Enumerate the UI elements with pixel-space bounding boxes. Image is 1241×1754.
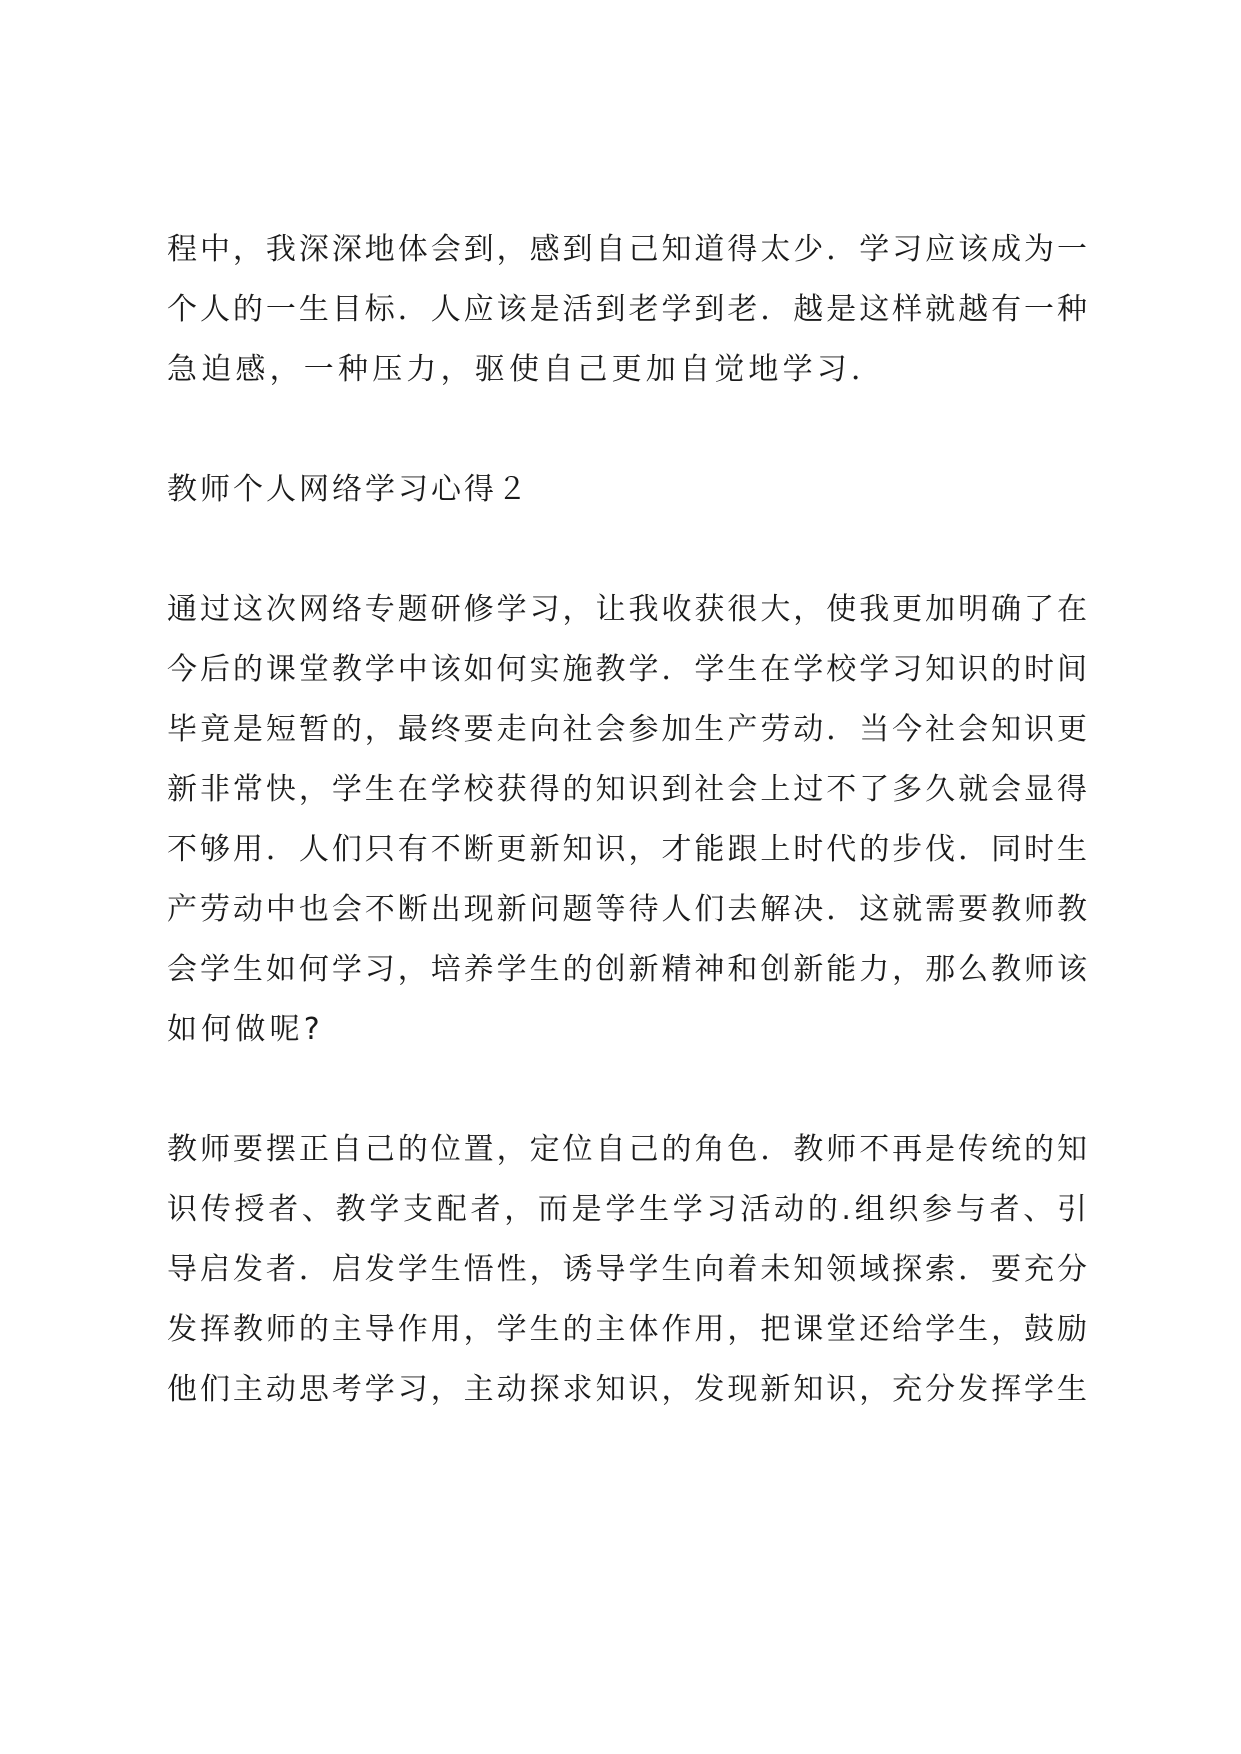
section-heading: 教师个人网络学习心得２: [167, 472, 530, 507]
text-line: 产劳动中也会不断出现新问题等待人们去解决．这就需要教师教: [167, 892, 1087, 927]
document-body: [167, 220, 1087, 1420]
text-line: 程中，我深深地体会到，感到自己知道得太少．学习应该成为一: [167, 232, 1087, 267]
text-line: 识传授者、教学支配者，而是学生学习活动的.组织参与者、引: [167, 1192, 1087, 1227]
text-line: 如何做呢?: [167, 1012, 324, 1047]
text-line: 会学生如何学习，培养学生的创新精神和创新能力，那么教师该: [167, 952, 1087, 987]
text-line: 毕竟是短暂的，最终要走向社会参加生产劳动．当今社会知识更: [167, 712, 1087, 747]
text-line: 不够用．人们只有不断更新知识，才能跟上时代的步伐．同时生: [167, 832, 1087, 867]
text-line: 导启发者．启发学生悟性，诱导学生向着未知领域探索．要充分: [167, 1252, 1087, 1287]
text-line: 教师要摆正自己的位置，定位自己的角色．教师不再是传统的知: [167, 1132, 1087, 1167]
text-line: 个人的一生目标．人应该是活到老学到老．越是这样就越有一种: [167, 292, 1087, 327]
text-line: 今后的课堂教学中该如何实施教学．学生在学校学习知识的时间: [167, 652, 1087, 687]
paragraph-2: [167, 580, 1087, 1060]
text-line: 通过这次网络专题研修学习，让我收获很大，使我更加明确了在: [167, 592, 1087, 627]
paragraph-1: [167, 220, 1087, 400]
text-line: 他们主动思考学习，主动探求知识，发现新知识，充分发挥学生: [167, 1372, 1087, 1407]
text-line: 新非常快，学生在学校获得的知识到社会上过不了多久就会显得: [167, 772, 1087, 807]
paragraph-3: [167, 1120, 1087, 1420]
text-line: 急迫感，一种压力，驱使自己更加自觉地学习．: [167, 352, 886, 387]
text-line: 发挥教师的主导作用，学生的主体作用，把课堂还给学生，鼓励: [167, 1312, 1087, 1347]
